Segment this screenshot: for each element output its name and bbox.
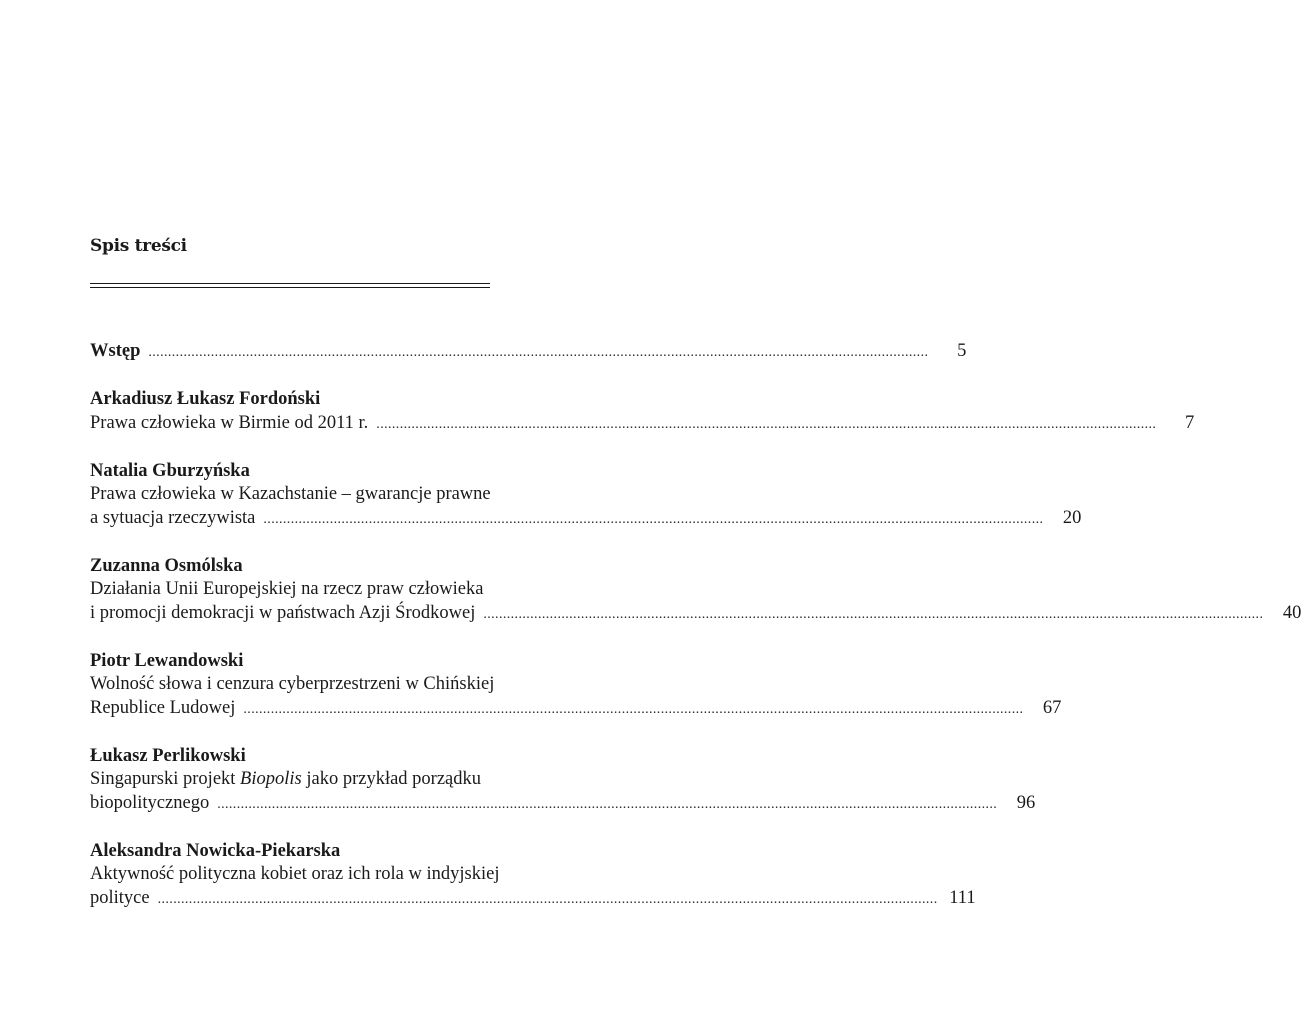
entry-title: i promocji demokracji w państwach Azji Środkowej <box>90 602 476 623</box>
entry-title-line: Wolność słowa i cenzura cyberprzestrzeni w Chińskiej <box>90 674 495 694</box>
toc-line <box>90 887 976 912</box>
toc-line <box>90 697 1062 722</box>
entry-title: polityce <box>90 887 150 908</box>
page-number: 5 <box>957 341 967 361</box>
leader-dots: ........................................................................................................................................................................................................ <box>483 606 1264 622</box>
author-name: Zuzanna Osmólska <box>90 555 243 576</box>
page-number: 111 <box>949 887 976 908</box>
toc-entry <box>90 840 976 912</box>
toc-line <box>90 412 1195 437</box>
title-text: jako przykład porządku <box>301 769 482 789</box>
title-text: Singapurski projekt <box>90 769 241 789</box>
leader-dots: ........................................................................................................................................................................................................ <box>157 891 938 907</box>
leader-dots: ........................................................................................................................................................................................................ <box>376 416 1157 432</box>
toc-entry <box>90 460 1082 532</box>
leader-dots: ........................................................................................................................................................................................................ <box>148 345 929 360</box>
leader-dots: ........................................................................................................................................................................................................ <box>263 511 1044 527</box>
entry-title: biopolitycznego <box>90 792 210 813</box>
author-name: Aleksandra Nowicka-Piekarska <box>90 840 341 861</box>
author-name: Natalia Gburzyńska <box>90 460 250 481</box>
entry-title-line <box>90 768 584 792</box>
toc-entry <box>90 388 1195 436</box>
toc-line <box>90 507 1082 532</box>
toc-line <box>90 792 1036 817</box>
page-number: 7 <box>1185 412 1195 433</box>
entry-title: a sytuacja rzeczywista <box>90 507 256 528</box>
toc-line <box>90 340 967 365</box>
entry-title: Republice Ludowej <box>90 697 236 718</box>
entry-title-line: Aktywność polityczna kobiet oraz ich rola w indyjskiej <box>90 864 500 884</box>
entry-title: Prawa człowieka w Birmie od 2011 r. <box>90 412 369 433</box>
leader-dots: ........................................................................................................................................................................................................ <box>243 701 1024 717</box>
author-name: Arkadiusz Łukasz Fordoński <box>90 389 321 409</box>
page-number: 40 <box>1282 602 1301 623</box>
toc-entry <box>90 555 1301 627</box>
double-rule-divider <box>90 283 490 288</box>
entry-title: Wstęp <box>90 341 141 361</box>
page-number: 96 <box>1016 792 1036 813</box>
entry-title-line: Prawa człowieka w Kazachstanie – gwarancje prawne <box>90 484 491 504</box>
toc-entry <box>90 650 1062 722</box>
page-number: 20 <box>1062 507 1082 528</box>
page-number: 67 <box>1042 697 1062 718</box>
author-name: Łukasz Perlikowski <box>90 745 246 766</box>
page-title: Spis treści <box>90 236 187 256</box>
author-name: Piotr Lewandowski <box>90 650 244 671</box>
leader-dots: ........................................................................................................................................................................................................ <box>217 796 998 812</box>
entry-title-line: Działania Unii Europejskiej na rzecz praw człowieka <box>90 579 484 599</box>
italic-title-text: Biopolis <box>240 769 302 789</box>
toc-entry <box>90 340 967 365</box>
toc-entry <box>90 745 1036 817</box>
table-of-contents <box>90 340 1301 911</box>
toc-line <box>90 602 1301 627</box>
